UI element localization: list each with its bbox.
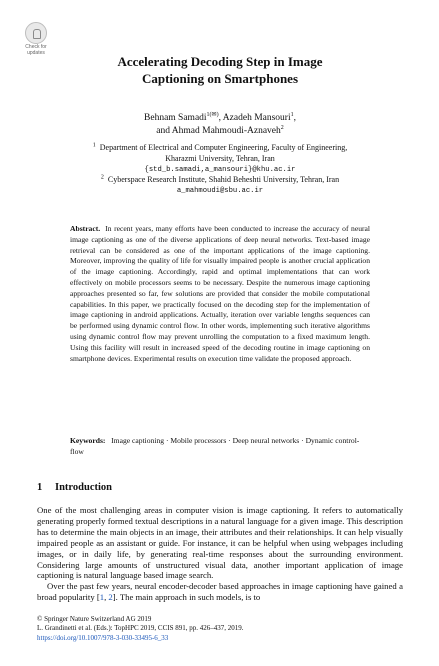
copyright-footer <box>37 615 243 643</box>
author-name: , Azadeh Mansouri <box>218 113 291 123</box>
check-updates-icon <box>25 22 47 44</box>
badge-text: Check for updates <box>25 44 47 56</box>
abstract-text: In recent years, many efforts have been conducted to increase the accuracy of neural image captioning as one of the diverse applications of deep neural networks. Text-based image retrieval can be considered as one of the important applications of the image captioning. Moreover, improving the quality of life for visually impaired people is another crucial application of the image captioning. Accordingly, rapid and optimal implementations that can work effectively on mobile processors seems to be necessary. Despite the numerous image captioning approaches presented so far, few solutions are provided that consider the mobile computational capabilities. In this paper, we practically focused on the decoding step for the implementation of image captioning in android applications. Actually, iteration over variable lengths sequences can be performed using dynamic control flow. In other words, implementing such iterative algorithms using dynamic control flow may prevent unrolling the computation to a fixed maximum length. Using this facility will result in increased speed of the decoding routine in image captioning on smartphone devices. Experimental results on execution time validate the proposed approach. <box>70 224 370 363</box>
author-affiliation-mark: 2 <box>280 124 284 131</box>
section-heading: 1 Introduction <box>37 482 112 493</box>
author-affiliation-mark: 1(✉) <box>206 111 219 118</box>
author-name: Behnam Samadi <box>144 113 207 123</box>
abstract-label: Abstract. <box>70 224 101 233</box>
citation-link[interactable]: 1 <box>99 592 105 603</box>
affiliations: $^1$ Department of Electrical and Computer Engineering, Faculty of Engineering, Kharazmi University, Tehran, Iran {std_b.samadi,a_mansouri}@khu.ac.ir $^2$ Cyberspace Research Institute, Shahid Beheshti University, Tehran, Iran a_mahmoudi@sbu.ac.ir <box>60 143 380 197</box>
abstract <box>70 224 370 364</box>
citation-link[interactable]: 2 <box>108 592 113 603</box>
email-address[interactable]: a_mahmoudi@sbu.ac.ir <box>176 187 264 196</box>
doi-link[interactable]: https://doi.org/10.1007/978-3-030-33495-6_33 <box>37 633 169 642</box>
paragraph: Over the past few years, neural encoder-decoder based approaches in image captioning have gained a broad popularity [1, 2]. The main approach in such models, is to <box>37 581 403 603</box>
keywords-text: Image captioning · Mobile processors · Deep neural networks · Dynamic control-flow <box>70 436 360 456</box>
copyright-line: © Springer Nature Switzerland AG 2019 <box>37 615 152 623</box>
author-list: Behnam Samadi$^{1(✉)}$, Azadeh Mansouri$^1$, and Ahmad Mahmoudi-Aznaveh$^2$ <box>144 111 296 136</box>
author-affiliation-mark: 1 <box>290 111 294 118</box>
check-for-updates-badge[interactable] <box>22 22 50 56</box>
paragraph: One of the most challenging areas in computer vision is image captioning. It refers to automatically generating properly formed textual descriptions in a natural language for a given image. This description has to determine the main objects in an image, their attributes and their relationships. It can help visually impaired people as an assistant or guide. For instance, it can be helpful when using webpages including images, or in daily life, by generating real-time responses about the surrounding environment. Considering large amounts of unstructured visual data, another important application of image captioning is natural language based image search. <box>37 505 403 581</box>
paper-title: Accelerating Decoding Step in Image Captioning on Smartphones <box>117 54 323 86</box>
email-address[interactable]: {std_b.samadi,a_mansouri}@khu.ac.ir <box>144 165 296 174</box>
keywords-label: Keywords: <box>70 436 106 445</box>
author-name: and Ahmad Mahmoudi-Aznaveh <box>156 125 281 136</box>
body-text <box>37 505 403 603</box>
keywords <box>70 436 370 458</box>
citation-line: L. Grandinetti et al. (Eds.): TopHPC 2019, CCIS 891, pp. 426–437, 2019. <box>37 624 244 633</box>
